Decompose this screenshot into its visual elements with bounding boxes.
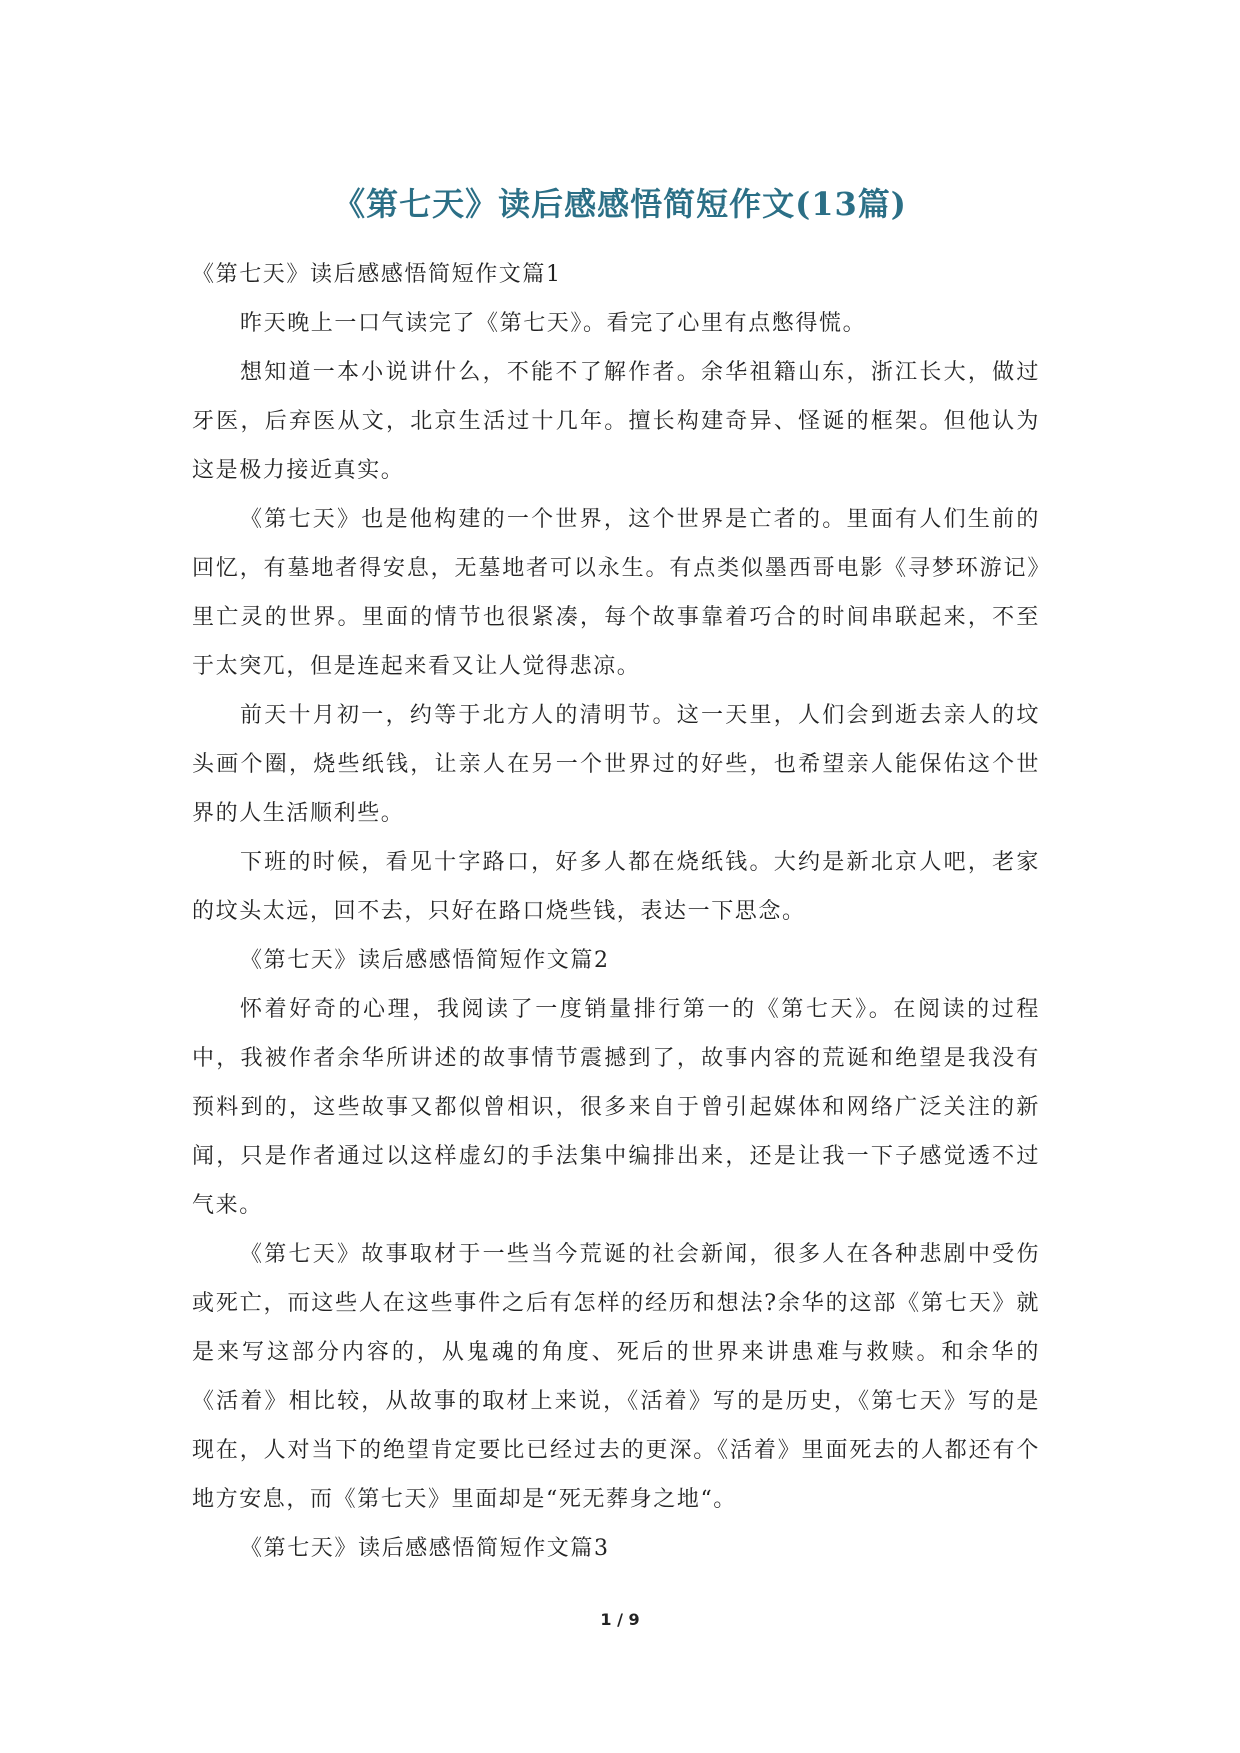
section-heading-2: 《第七天》读后感感悟简短作文篇2 — [240, 948, 610, 973]
paragraph: 怀着好奇的心理，我阅读了一度销量排行第一的《第七天》。在阅读的过程中，我被作者余华所讲述的故事情节震撼到了，故事内容的荒诞和绝望是我没有预料到的，这些故事又都似曾相识，很多来自于曾引起媒体和网络广泛关注的新闻，只是作者通过以这样虚幻的手法集中编排出来，还是让我一下子感觉透不过气来。 — [192, 997, 1040, 1218]
paragraph: 下班的时候，看见十字路口，好多人都在烧纸钱。大约是新北京人吧，老家的坟头太远，回不去，只好在路口烧些钱，表达一下思念。 — [192, 850, 1040, 924]
paragraph: 昨天晚上一口气读完了《第七天》。看完了心里有点憋得慌。 — [240, 311, 867, 336]
section-heading-1: 《第七天》读后感感悟简短作文篇1 — [192, 262, 562, 287]
paragraph: 想知道一本小说讲什么，不能不了解作者。余华祖籍山东，浙江长大，做过牙医，后弃医从文，北京生活过十几年。擅长构建奇异、怪诞的框架。但他认为这是极力接近真实。 — [192, 360, 1040, 483]
section-heading-3: 《第七天》读后感感悟简短作文篇3 — [240, 1536, 610, 1561]
paragraph: 《第七天》也是他构建的一个世界，这个世界是亡者的。里面有人们生前的回忆，有墓地者得安息，无墓地者可以永生。有点类似墨西哥电影《寻梦环游记》里亡灵的世界。里面的情节也很紧凑，每个故事靠着巧合的时间串联起来，不至于太突兀，但是连起来看又让人觉得悲凉。 — [192, 507, 1040, 679]
paragraph: 前天十月初一，约等于北方人的清明节。这一天里，人们会到逝去亲人的坟头画个圈，烧些纸钱，让亲人在另一个世界过的好些，也希望亲人能保佑这个世界的人生活顺利些。 — [192, 703, 1040, 826]
page-number: 1 / 9 — [600, 1610, 640, 1629]
document-title: 《第七天》读后感感悟简短作文(13篇) — [333, 185, 907, 223]
paragraph: 《第七天》故事取材于一些当今荒诞的社会新闻，很多人在各种悲剧中受伤或死亡，而这些人在这些事件之后有怎样的经历和想法?余华的这部《第七天》就是来写这部分内容的，从鬼魂的角度、死后的世界来讲患难与救赎。和余华的《活着》相比较，从故事的取材上来说，《活着》写的是历史，《第七天》写的是现在，人对当下的绝望肯定要比已经过去的更深。《活着》里面死去的人都还有个地方安息，而《第七天》里面却是“死无葬身之地“。 — [192, 1242, 1040, 1512]
document-body — [192, 250, 1040, 1573]
